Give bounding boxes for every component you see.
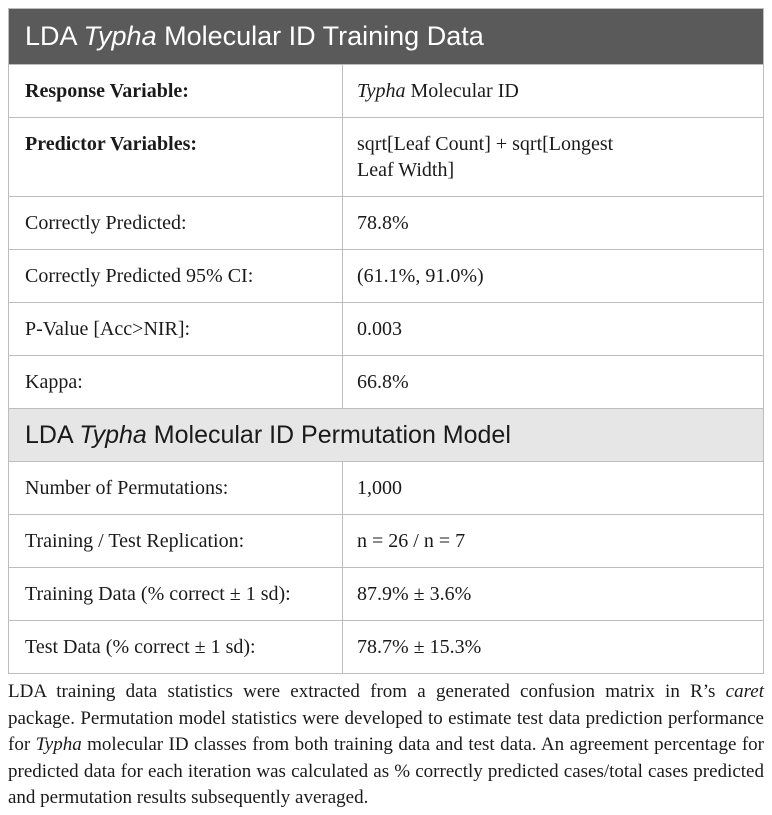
row-label: Correctly Predicted:: [9, 197, 343, 249]
row-label: Test Data (% correct ± 1 sd):: [9, 621, 343, 673]
title-text: LDA: [25, 21, 84, 51]
row-value: 66.8%: [357, 371, 409, 393]
table-row: [9, 567, 763, 620]
row-label: Training / Test Replication:: [9, 515, 343, 567]
caption-text: package. Permutation model statistics were developed to estimate test data prediction performance for: [8, 707, 764, 755]
section-header: [9, 408, 763, 461]
row-label: Response Variable:: [9, 65, 343, 117]
table-row: [9, 620, 763, 673]
row-value: 78.7% ± 15.3%: [357, 636, 482, 658]
row-label: P-Value [Acc>NIR]:: [9, 303, 343, 355]
table-row: [9, 514, 763, 567]
table-row: [9, 249, 763, 302]
table-caption: [8, 679, 764, 812]
table-row: [9, 461, 763, 514]
row-value: 87.9% ± 3.6%: [357, 583, 472, 605]
row-value: (61.1%, 91.0%): [357, 265, 484, 287]
caption-text: LDA training data statistics were extracted from a generated confusion matrix in R’s: [8, 681, 726, 702]
section-text: LDA: [25, 421, 80, 449]
row-label: Kappa:: [9, 356, 343, 408]
stats-table: [8, 8, 764, 674]
table-row: [9, 64, 763, 117]
section-text-rest: Molecular ID Permutation Model: [146, 421, 511, 449]
table-row: [9, 302, 763, 355]
row-value-italic: Typha: [357, 80, 406, 102]
table-title: [9, 9, 763, 64]
row-label: Correctly Predicted 95% CI:: [9, 250, 343, 302]
row-label: Training Data (% correct ± 1 sd):: [9, 568, 343, 620]
table-row: [9, 196, 763, 249]
row-value: [343, 65, 763, 117]
table-row: [9, 355, 763, 408]
caption-italic: caret: [725, 681, 764, 702]
title-text-rest: Molecular ID Training Data: [156, 21, 484, 51]
row-value: 1,000: [357, 477, 402, 499]
row-value: sqrt[Leaf Count] + sqrt[Longest Leaf Width]: [357, 133, 614, 181]
row-value: n = 26 / n = 7: [357, 530, 466, 552]
section-italic: Typha: [79, 421, 147, 449]
row-value: 0.003: [357, 318, 402, 340]
caption-italic: Typha: [35, 734, 82, 755]
title-italic: Typha: [83, 21, 157, 51]
row-value: 78.8%: [357, 212, 409, 234]
row-label: Number of Permutations:: [9, 462, 343, 514]
caption-text: molecular ID classes from both training data and test data. An agreement percentage for predicted data for each iteration was calculated as % correctly predicted cases/total cases predicted and permutation results subsequently averaged.: [8, 734, 765, 808]
table-row: [9, 117, 763, 196]
row-label: Predictor Variables:: [9, 118, 343, 196]
row-value-text: Molecular ID: [405, 80, 519, 102]
